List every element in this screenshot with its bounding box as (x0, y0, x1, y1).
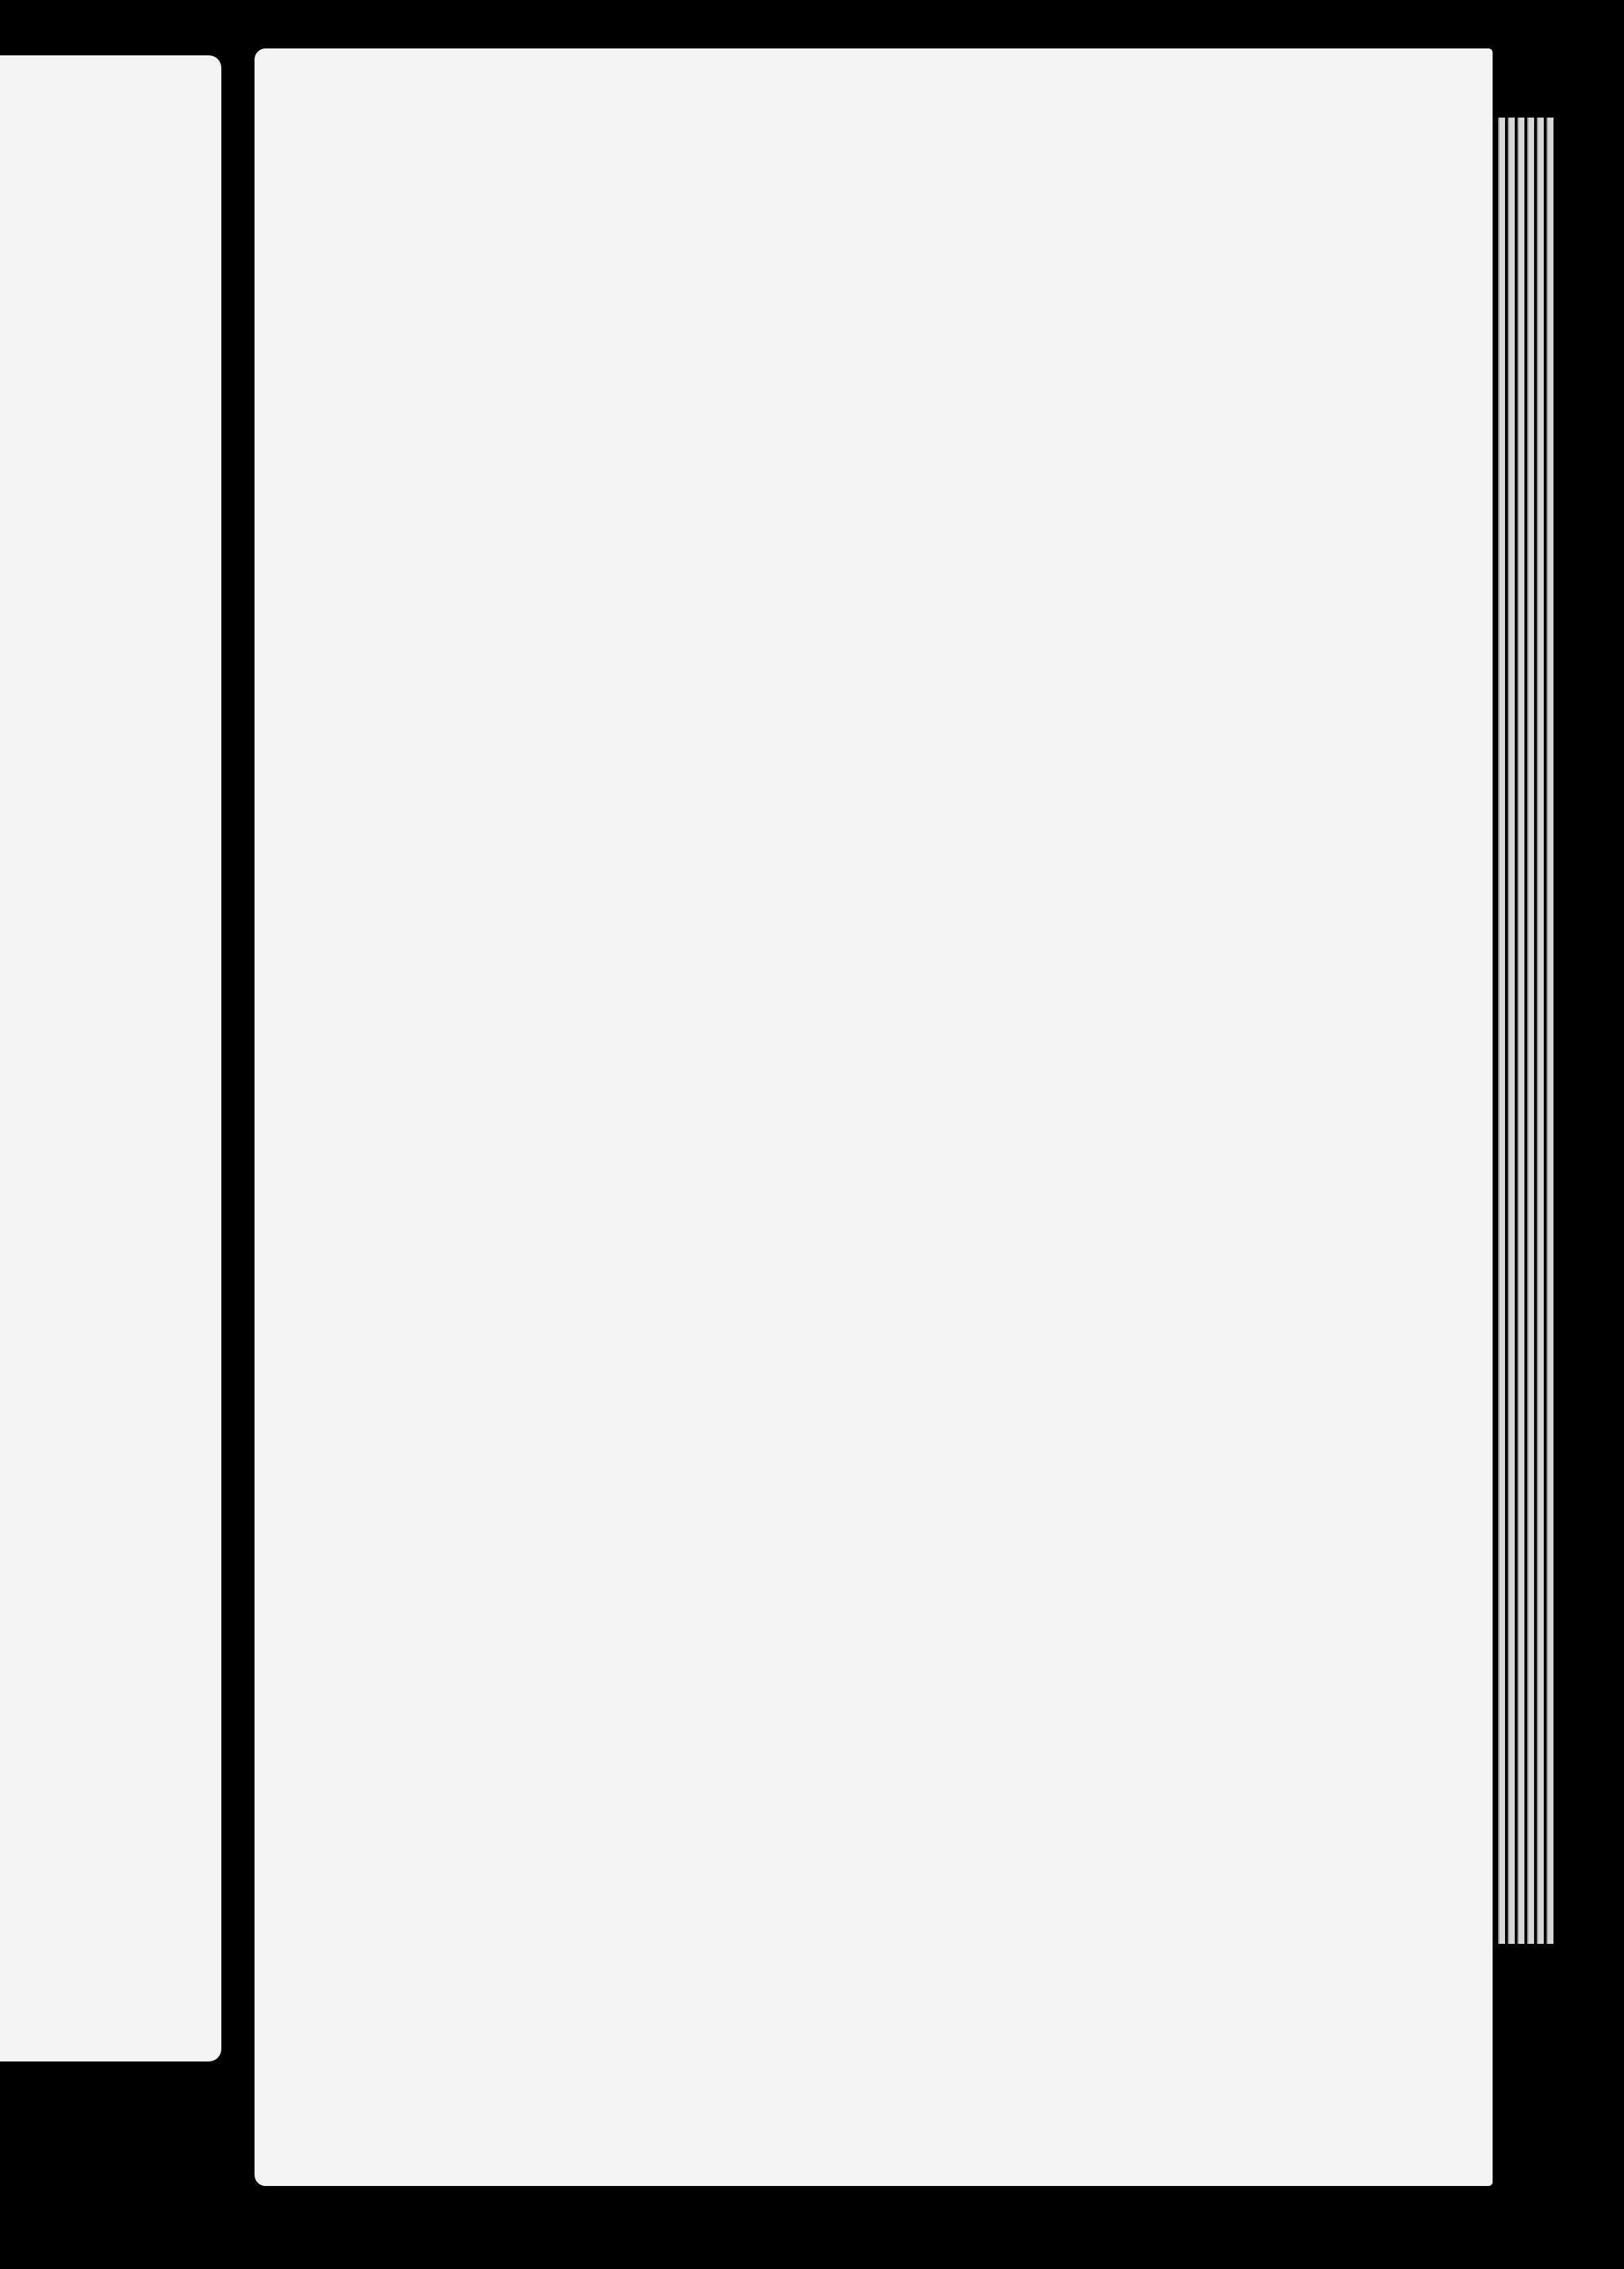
right-page (255, 48, 1493, 2186)
left-page-fragment (0, 55, 221, 2061)
